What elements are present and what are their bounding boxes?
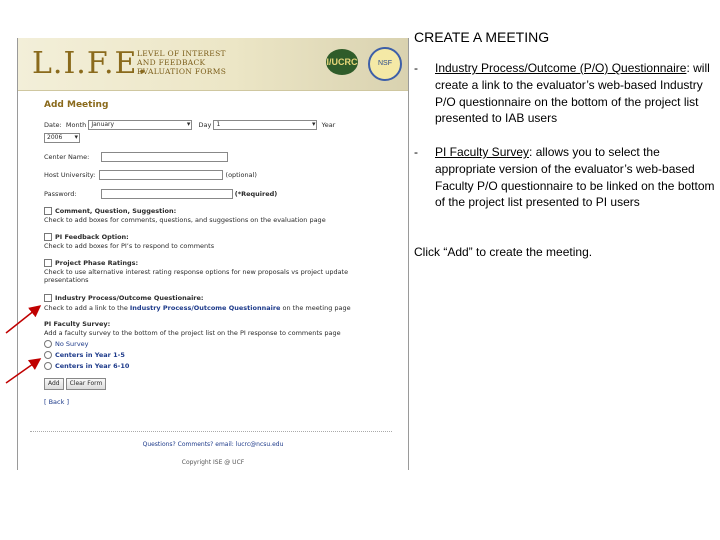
- cb-phase-desc: Check to use alternative interest rating response options for new proposals vs project update presentations: [44, 268, 349, 284]
- month-select[interactable]: January ▾: [88, 120, 192, 130]
- cb-phase-label: Project Phase Ratings:: [55, 259, 139, 267]
- click-add-instruction: Click “Add” to create the meeting.: [414, 245, 593, 259]
- bullet-pi-survey-link: PI Faculty Survey: [435, 145, 530, 159]
- year-select[interactable]: 2006 ▾: [44, 133, 80, 143]
- center-name-label: Center Name:: [44, 153, 90, 161]
- year-6-10-radio[interactable]: [44, 362, 52, 370]
- year-6-10-label: Centers in Year 6-10: [55, 362, 130, 370]
- life-banner: [18, 38, 408, 91]
- back-link[interactable]: [ Back ]: [44, 398, 69, 406]
- cb-comment-desc: Check to add boxes for comments, questions, and suggestions on the evaluation page: [44, 216, 326, 224]
- host-university-label: Host University:: [44, 171, 96, 179]
- password-row: [44, 189, 277, 199]
- year-row: [44, 133, 80, 143]
- phase-ratings-checkbox[interactable]: [44, 259, 52, 267]
- cb-feedback-label: PI Feedback Option:: [55, 233, 129, 241]
- bullet-industry-link: Industry Process/Outcome (P/O) Questionnaire: [435, 61, 687, 75]
- cb-feedback-desc: Check to add boxes for PI’s to respond to comments: [44, 242, 215, 250]
- center-name-input[interactable]: [101, 152, 228, 162]
- life-logo: L.I.F.E.: [32, 46, 148, 81]
- screenshot-panel: [17, 38, 409, 470]
- day-select[interactable]: 1 ▾: [213, 120, 317, 130]
- cb-industry-label: Industry Process/Outcome Questionaire:: [55, 294, 204, 302]
- year-1-5-label: Centers in Year 1-5: [55, 351, 125, 359]
- banner-tagline-3: EVALUATION FORMS: [137, 67, 227, 76]
- radio-year-1-5-row: [44, 351, 125, 359]
- pi-feedback-checkbox[interactable]: [44, 233, 52, 241]
- pi-survey-label: PI Faculty Survey:: [44, 320, 111, 328]
- footer-divider: [30, 431, 392, 432]
- footer-copyright: Copyright ISE @ UCF: [181, 459, 245, 466]
- bullet-industry-text: : will create a link to the evaluator’s web-based Industry P/O questionnaire on the bottom of the project list presented to IAB users: [435, 61, 710, 126]
- radio-year-6-10-row: [44, 362, 129, 370]
- password-label: Password:: [44, 190, 77, 198]
- pi-survey-desc: Add a faculty survey to the bottom of the project list on the PI response to comments page: [44, 329, 341, 337]
- industry-questionnaire-link[interactable]: Industry Process/Outcome Questionnaire: [129, 304, 281, 312]
- iucrc-seal-icon: I/UCRC: [326, 49, 358, 75]
- bullet-dash: -: [414, 145, 418, 159]
- host-university-row: [44, 170, 257, 180]
- form-buttons: [44, 378, 108, 390]
- cb-comment-label: Comment, Question, Suggestion:: [55, 207, 177, 215]
- clear-form-button[interactable]: Clear Form: [66, 378, 107, 390]
- slide-title: CREATE A MEETING: [414, 29, 550, 45]
- cb-feedback-row: [44, 233, 129, 241]
- radio-no-survey-row: [44, 340, 89, 348]
- bullet-dash: -: [414, 61, 418, 75]
- date-label: Date:: [44, 121, 62, 129]
- date-row: [44, 120, 335, 130]
- center-name-row: [44, 152, 228, 162]
- banner-tagline-2: AND FEEDBACK: [137, 58, 206, 67]
- form-title: Add Meeting: [44, 100, 109, 110]
- cb-phase-row: [44, 259, 138, 267]
- comment-checkbox[interactable]: [44, 207, 52, 215]
- month-label: Month: [65, 121, 87, 129]
- host-university-input[interactable]: [99, 170, 223, 180]
- no-survey-radio[interactable]: [44, 340, 52, 348]
- bullet-pi-survey-text: : allows you to select the appropriate version of the evaluator’s web-based Faculty P/O questionnaire to be linked on the bottom of the project list presented to PI users: [435, 145, 715, 210]
- add-button[interactable]: Add: [44, 378, 64, 390]
- year-1-5-radio[interactable]: [44, 351, 52, 359]
- cb-comment-row: [44, 207, 176, 215]
- footer-contact: Questions? Comments? email: lucrc@ncsu.edu: [142, 441, 284, 448]
- password-input[interactable]: [101, 189, 233, 199]
- optional-note: (optional): [225, 171, 257, 179]
- banner-tagline-1: LEVEL OF INTEREST: [137, 49, 226, 58]
- nsf-seal-icon: NSF: [368, 47, 402, 81]
- cb-industry-desc: Check to add a link to the Industry Process/Outcome Questionnaire on the meeting page: [44, 304, 351, 312]
- day-label: Day: [198, 121, 212, 129]
- industry-questionnaire-checkbox[interactable]: [44, 294, 52, 302]
- required-note: (*Required): [234, 190, 278, 198]
- cb-industry-row: [44, 294, 204, 302]
- year-label: Year: [321, 121, 336, 129]
- no-survey-label: No Survey: [55, 340, 89, 348]
